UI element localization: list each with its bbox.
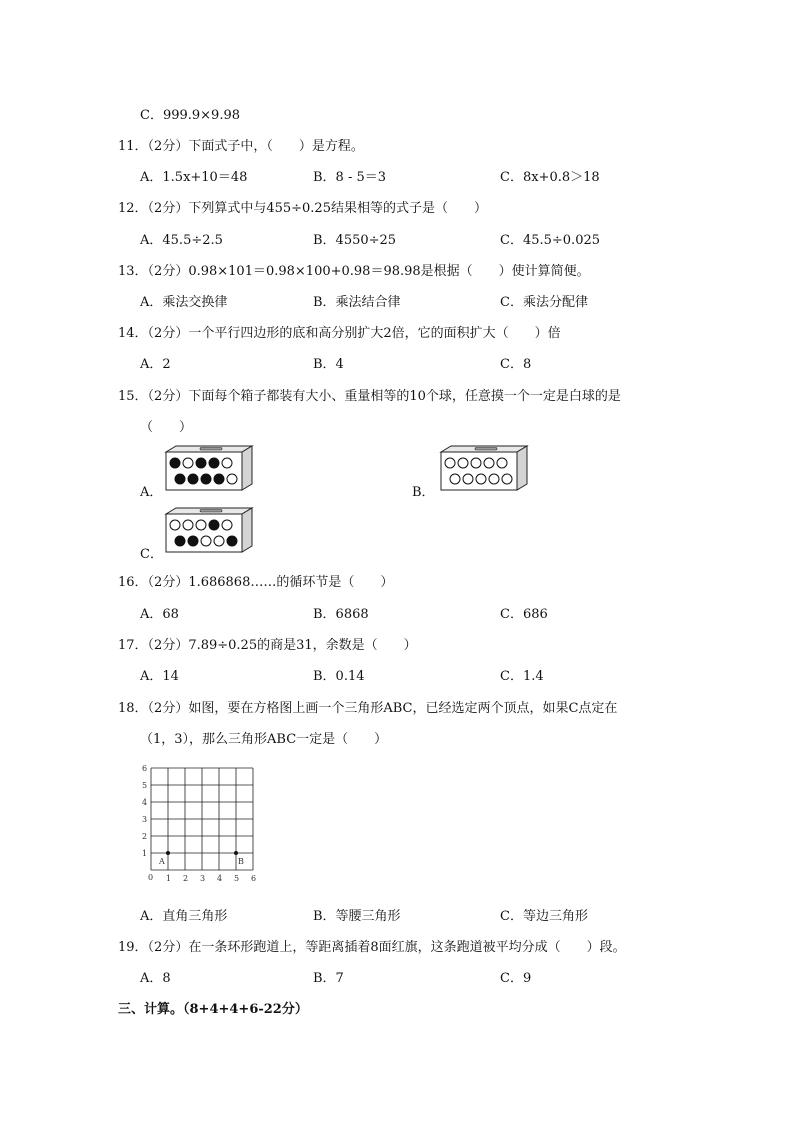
white-ball — [170, 520, 180, 530]
q19-stem: 19．（2分）在一条环形跑道上，等距离插着8面红旗，这条跑道被平均分成（ ）段。 — [118, 940, 626, 955]
q16-option-c: C．686 — [500, 607, 548, 622]
q13-option-c: C．乘法分配律 — [500, 295, 588, 310]
q11-stem: 11．（2分）下面式子中，（ ）是方程。 — [118, 139, 364, 154]
q14-option-b: B．4 — [313, 357, 344, 372]
black-ball — [209, 520, 219, 530]
white-ball — [445, 458, 455, 468]
ball-box-drawing — [164, 444, 256, 492]
q19-option-c: C．9 — [500, 971, 532, 986]
ball-box-c — [164, 506, 256, 554]
white-ball — [476, 474, 486, 484]
white-ball — [489, 474, 499, 484]
q15-stem-blank: （ ） — [140, 420, 193, 435]
q12-stem: 12．（2分）下列算式中与455÷0.25结果相等的式子是（ ） — [118, 201, 487, 216]
white-ball — [458, 458, 468, 468]
q15-option-c: C． — [140, 547, 163, 562]
y-tick-2: 2 — [142, 832, 148, 841]
white-ball — [214, 536, 224, 546]
y-tick-1: 1 — [142, 849, 148, 858]
black-ball — [170, 458, 180, 468]
white-ball — [484, 458, 494, 468]
white-ball — [222, 520, 232, 530]
q18-stem: 18．（2分）如图，要在方格图上画一个三角形ABC，已经选定两个顶点，如果C点定在 — [118, 701, 618, 716]
y-tick-3: 3 — [142, 815, 148, 824]
q16-stem: 16．（2分）1.686868……的循环节是（ ） — [118, 575, 394, 590]
black-ball — [188, 536, 198, 546]
white-ball — [497, 458, 507, 468]
q10-option-c: C．999.9×9.98 — [140, 108, 241, 123]
black-ball — [175, 536, 185, 546]
x-tick-0: 0 — [148, 873, 154, 882]
white-ball — [201, 536, 211, 546]
q18-option-b: B．等腰三角形 — [313, 909, 401, 924]
coordinate-grid — [138, 760, 268, 888]
q13-option-b: B．乘法结合律 — [313, 295, 401, 310]
q18-option-a: A．直角三角形 — [140, 909, 228, 924]
black-ball — [214, 474, 224, 484]
x-tick-3: 3 — [200, 874, 206, 883]
q17-option-c: C．1.4 — [500, 669, 544, 684]
q18-option-c: C．等边三角形 — [500, 909, 588, 924]
q16-option-b: B．6868 — [313, 607, 369, 622]
q16-option-a: A．68 — [140, 607, 179, 622]
q17-stem: 17．（2分）7.89÷0.25的商是31，余数是（ ） — [118, 638, 417, 653]
black-ball — [175, 474, 185, 484]
x-tick-1: 1 — [166, 874, 172, 883]
q13-stem: 13．（2分）0.98×101＝0.98×100+0.98＝98.98是根据（ ）使计算简便。 — [118, 264, 590, 279]
x-tick-6: 6 — [251, 874, 257, 883]
q18-stem-line2: （1，3），那么三角形ABC一定是（ ） — [140, 732, 388, 747]
white-ball — [450, 474, 460, 484]
black-ball — [196, 458, 206, 468]
y-tick-6: 6 — [142, 764, 148, 773]
y-tick-5: 5 — [142, 781, 148, 790]
ball-box-a — [164, 444, 256, 492]
q17-option-b: B．0.14 — [313, 669, 365, 684]
point-b-label: B — [238, 857, 244, 866]
white-ball — [183, 458, 193, 468]
q11-option-b: B．8 - 5＝3 — [313, 170, 387, 185]
section-3-title: 三、计算。（8+4+4+6-22分） — [118, 1002, 308, 1017]
black-ball — [227, 536, 237, 546]
y-tick-4: 4 — [142, 798, 148, 807]
q11-option-c: C．8x+0.8＞18 — [500, 170, 600, 185]
white-ball — [222, 458, 232, 468]
q14-option-a: A．2 — [140, 357, 171, 372]
point-a — [166, 851, 170, 855]
q14-option-c: C．8 — [500, 357, 532, 372]
x-tick-5: 5 — [234, 874, 240, 883]
x-tick-2: 2 — [183, 874, 189, 883]
q12-option-b: B．4550÷25 — [313, 233, 397, 248]
white-ball — [471, 458, 481, 468]
q15-option-a: A． — [140, 485, 163, 500]
q17-option-a: A．14 — [140, 669, 179, 684]
white-ball — [227, 474, 237, 484]
q19-option-b: B．7 — [313, 971, 344, 986]
white-ball — [196, 520, 206, 530]
q14-stem: 14．（2分）一个平行四边形的底和高分别扩大2倍，它的面积扩大（ ）倍 — [118, 326, 561, 341]
black-ball — [209, 458, 219, 468]
q12-option-c: C．45.5÷0.025 — [500, 233, 601, 248]
white-ball — [463, 474, 473, 484]
q11-option-a: A．1.5x+10＝48 — [140, 170, 248, 185]
q13-option-a: A．乘法交换律 — [140, 295, 228, 310]
black-ball — [188, 474, 198, 484]
x-tick-4: 4 — [217, 874, 223, 883]
ball-box-drawing — [164, 506, 256, 554]
point-a-label: A — [159, 857, 165, 866]
q15-option-b: B． — [412, 485, 435, 500]
ball-box-b — [439, 444, 531, 492]
white-ball — [502, 474, 512, 484]
white-ball — [183, 520, 193, 530]
q19-option-a: A．8 — [140, 971, 171, 986]
black-ball — [201, 474, 211, 484]
ball-box-drawing — [439, 444, 531, 492]
point-b — [234, 851, 238, 855]
q12-option-a: A．45.5÷2.5 — [140, 233, 223, 248]
q15-stem: 15．（2分）下面每个箱子都装有大小、重量相等的10个球，任意摸一个一定是白球的是 — [118, 389, 621, 404]
